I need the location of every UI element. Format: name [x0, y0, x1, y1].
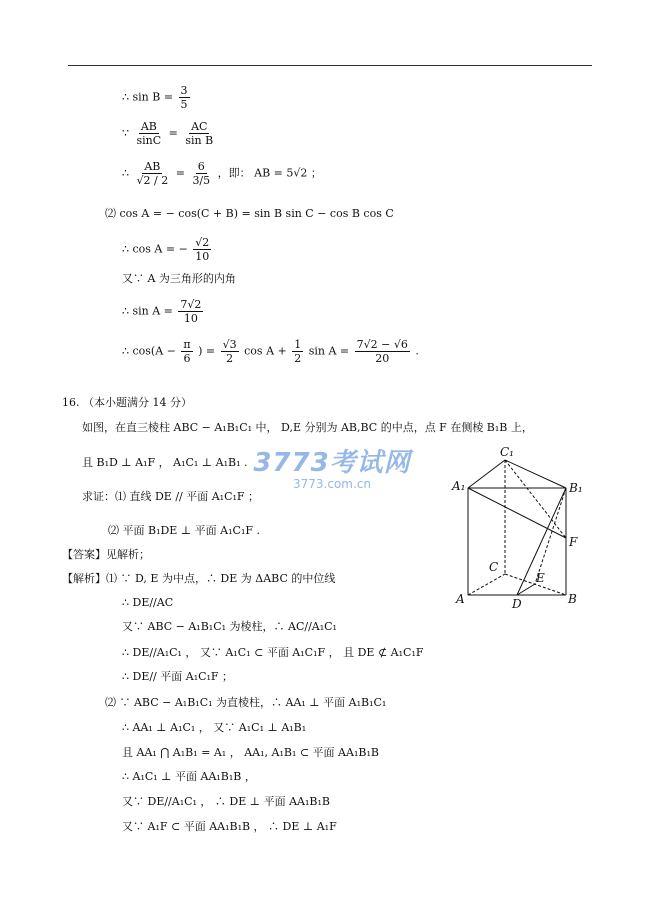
- prism-diagram: [448, 446, 593, 611]
- answer-label: 【答案】见解析；: [62, 548, 150, 561]
- eq-cosA-expand: ⑵ cos A = − cos(C + B) = sin B sin C − cos B cos C: [105, 207, 394, 220]
- solution-step-4: ∴ DE// 平面 A₁C₁F ；: [122, 670, 234, 683]
- eq-cosA: ∴ cos A = − $\frac{√2}{10}$: [122, 236, 210, 263]
- solution-step-9: 又∵ DE//A₁C₁ ， ∴ DE ⊥ 平面 AA₁B₁B: [122, 795, 330, 808]
- q16-prove-1: 求证：⑴ 直线 DE // 平面 A₁C₁F ；: [82, 490, 260, 503]
- label-A1: A₁: [452, 479, 466, 493]
- solution-label: 【解析】⑴ ∵ D, E 为中点，∴ DE 为 ΔABC 的中位线: [62, 572, 336, 585]
- q16-stem: 如图，在直三棱柱 ABC − A₁B₁C₁ 中， D,E 分别为 AB,BC 的中点，点 F 在侧棱 B₁B 上，: [82, 421, 533, 434]
- eq-sinB: ∴ sin B = $\frac{3}{5}$: [122, 84, 188, 111]
- q16-condition: 且 B₁D ⊥ A₁F ， A₁C₁ ⊥ A₁B₁ .: [82, 456, 248, 469]
- edge-C1B1: [505, 460, 566, 488]
- watermark-logo: 3773考试网: [253, 448, 411, 478]
- edge-A1C1: [468, 460, 505, 488]
- label-C1: C₁: [500, 446, 514, 459]
- segment-C1F: [505, 460, 566, 538]
- header-rule: [68, 65, 592, 66]
- solution-step-10: 又∵ A₁F ⊂ 平面 AA₁B₁B ， ∴ DE ⊥ A₁F: [122, 820, 337, 833]
- label-B: B: [568, 592, 577, 606]
- label-C: C: [489, 560, 499, 574]
- segment-A1F: [468, 488, 566, 538]
- solution-step-3: ∴ DE//A₁C₁ ， 又∵ A₁C₁ ⊂ 平面 A₁C₁F ， 且 DE ⊄ A₁C₁F: [122, 646, 424, 659]
- eq-cos-shift: ∴ cos(A − $\frac{\pi}{6}$ ) = $\frac{√3}{2}$ cos A + $\frac{1}{2}$ sin A = $\frac{7√2 - √6}{20}$ .: [122, 338, 419, 365]
- eq-sinA: ∴ sin A = $\frac{7√2}{10}$: [122, 298, 202, 325]
- q16-header: 16. （本小题满分 14 分）: [62, 396, 192, 409]
- label-E: E: [536, 571, 545, 585]
- label-D: D: [512, 597, 522, 611]
- solution-step-1: ∴ DE//AC: [122, 596, 174, 609]
- label-B1: B₁: [569, 481, 583, 495]
- solution-step-6: ∴ AA₁ ⊥ A₁C₁ ， 又∵ A₁C₁ ⊥ A₁B₁: [122, 721, 307, 734]
- solution-step-7: 且 AA₁ ⋂ A₁B₁ = A₁ ， AA₁, A₁B₁ ⊂ 平面 AA₁B₁B: [122, 746, 379, 759]
- q16-prove-2: ⑵ 平面 B₁DE ⊥ 平面 A₁C₁F .: [108, 524, 260, 537]
- edge-AC: [468, 574, 505, 595]
- solution-step-2: 又∵ ABC − A₁B₁C₁ 为棱柱，∴ AC//A₁C₁: [122, 620, 337, 633]
- text-A-angle: 又∵ A 为三角形的内角: [122, 272, 236, 285]
- label-A: A: [456, 592, 465, 606]
- eq-AB-value: ∴ $\frac{AB}{√2 / 2}$ = $\frac{6}{3/5}$ ，即： AB = 5√2 ；: [122, 160, 322, 187]
- solution-step-8: ∴ A₁C₁ ⊥ 平面 AA₁B₁B ，: [122, 770, 256, 783]
- eq-sine-law: ∵ $\frac{AB}{\sin C}$ = $\frac{AC}{\text{sin B}}$: [122, 120, 214, 147]
- watermark-url: 3773.com.cn: [293, 477, 371, 491]
- watermark: [252, 442, 412, 491]
- solution-step-5: ⑵ ∵ ABC − A₁B₁C₁ 为直棱柱，∴ AA₁ ⊥ 平面 A₁B₁C₁: [105, 696, 387, 709]
- label-F: F: [569, 535, 578, 549]
